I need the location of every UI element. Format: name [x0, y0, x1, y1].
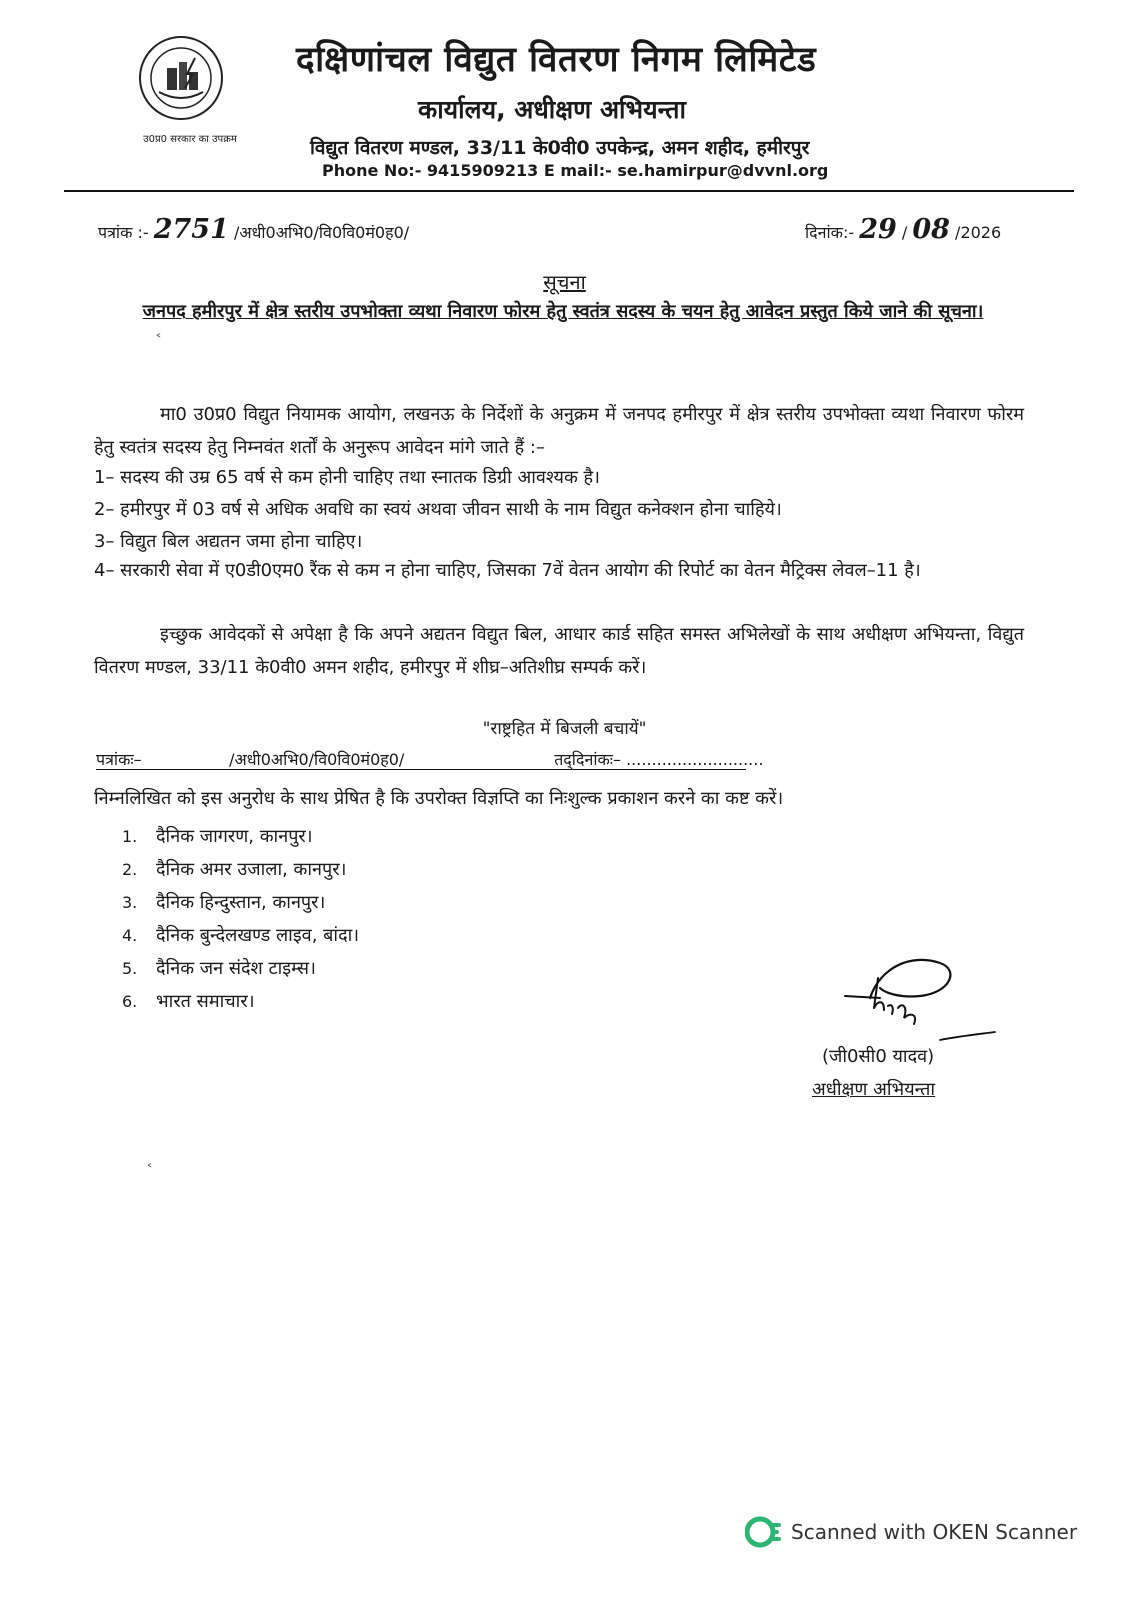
logo-caption: उ0प्र0 सरकार का उपक्रम [143, 134, 237, 145]
forwarding-text: निम्नलिखित को इस अनुरोध के साथ प्रेषित है कि उपरोक्त विज्ञप्ति का निःशुल्क प्रकाशन करने का कष्ट करें। [94, 788, 784, 809]
office-name: कार्यालय, अधीक्षण अभियन्ता [418, 95, 687, 124]
date-label: दिनांक:- [805, 223, 855, 242]
reference-label: पत्रांक :- [98, 223, 149, 242]
list-item: 2. दैनिक अमर उजाला, कानपुर। [122, 859, 347, 880]
notice-title: सूचना [543, 270, 586, 294]
notice-intro: मा0 उ0प्र0 विद्युत नियामक आयोग, लखनऊ के निर्देशों के अनुक्रम में जनपद हमीरपुर में क्षेत्र स्तरीय उपभोक्ता व्यथा निवारण फोरम हेतु स्वतंत्र सदस्य हेतु निम्नवंत शर्तों के अनुरूप आवेदन मांगे जाते हैं :– [94, 404, 1024, 458]
scanner-watermark-text: Scanned with OKEN Scanner [791, 1520, 1078, 1544]
list-item: 1. दैनिक जागरण, कानपुर। [122, 826, 313, 847]
copy-reference-underline [96, 769, 746, 770]
copy-reference [96, 748, 763, 770]
letter-date: दिनांक:- 29 / 08 /2026 [805, 214, 1002, 245]
list-item: 5. दैनिक जन संदेश टाइम्स। [122, 958, 316, 979]
recipient-list [122, 820, 359, 1018]
copy-ref-date-label: तद्‌दिनांकः– [554, 750, 621, 769]
signatory-name: (जी0सी0 यादव) [822, 1046, 935, 1067]
list-item: 4. दैनिक बुन्देलखण्ड लाइव, बांदा। [122, 925, 360, 946]
date-day: 29 [859, 214, 897, 245]
condition-item: 1– सदस्य की उम्र 65 वर्ष से कम होनी चाहिए तथा स्नातक डिग्री आवश्यक है। [94, 467, 600, 488]
contact-info: Phone No:- 9415909213 E mail:- se.hamirpur@dvvnl.org [322, 161, 829, 180]
handwritten-signature [840, 948, 1000, 1048]
reference-handwritten-number: 2751 [153, 214, 229, 245]
copy-ref-label: पत्रांकः– [96, 750, 142, 769]
office-address: विद्युत वितरण मण्डल, 33/11 के0वी0 उपकेन्द्र, अमन शहीद, हमीरपुर [310, 137, 810, 159]
notice-closing: इच्छुक आवेदकों से अपेक्षा है कि अपने अद्यतन विद्युत बिल, आधार कार्ड सहित समस्त अभिलेखों के साथ अधीक्षण अभियन्ता, विद्युत वितरण मण्डल, 33/11 के0वी0 अमन शहीद, हमीरपुर में शीघ्र–अतिशीघ्र सम्पर्क करें। [94, 624, 1024, 678]
notice-subject: जनपद हमीरपुर में क्षेत्र स्तरीय उपभोक्ता व्यथा निवारण फोरम हेतु स्वतंत्र सदस्य के चयन हेतु आवेदन प्रस्तुत किये जाने की सूचना। [142, 301, 984, 322]
header-divider [64, 190, 1074, 192]
condition-item: 2– हमीरपुर में 03 वर्ष से अधिक अवधि का स्वयं अथवा जीवन साथी के नाम विद्युत कनेक्शन होना चाहिये। [94, 499, 782, 520]
list-item: 6. भारत समाचार। [122, 991, 255, 1012]
condition-item: 4– सरकारी सेवा में ए0डी0एम0 रैंक से कम न होना चाहिए, जिसका 7वें वेतन आयोग की रिपोर्ट का वेतन मैट्रिक्स लेवल–11 है। [94, 560, 921, 581]
scan-mark: ˂ [155, 333, 162, 349]
date-year: /2026 [955, 223, 1002, 242]
scanner-watermark [745, 1515, 1077, 1549]
date-month: 08 [912, 214, 950, 245]
scan-mark: ˂ [146, 1163, 153, 1179]
reference-suffix: /अधी0अभि0/वि0वि0मं0ह0/ [233, 223, 410, 242]
organization-name: दक्षिणांचल विद्युत वितरण निगम लिमिटेड [296, 40, 817, 80]
copy-ref-suffix: /अधी0अभि0/वि0वि0मं0ह0/ [229, 750, 405, 769]
copy-ref-date-blank: ........................... [626, 750, 764, 769]
oken-scanner-icon [745, 1515, 781, 1549]
list-item: 3. दैनिक हिन्दुस्तान, कानपुर। [122, 892, 326, 913]
reference-number [98, 214, 409, 245]
slogan: "राष्ट्रहित में बिजली बचायें" [482, 719, 647, 739]
company-logo [137, 34, 225, 122]
condition-item: 3– विद्युत बिल अद्यतन जमा होना चाहिए। [94, 531, 363, 552]
signatory-designation: अधीक्षण अभियन्ता [812, 1079, 936, 1100]
